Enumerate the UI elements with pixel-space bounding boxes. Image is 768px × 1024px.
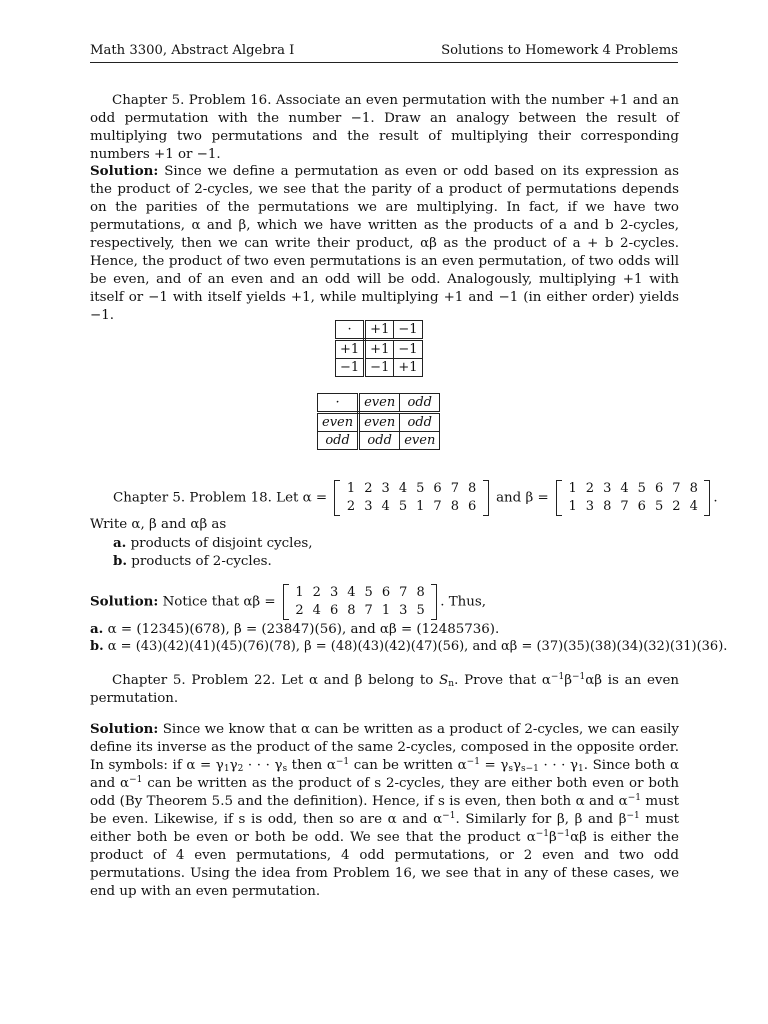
matrix-entry: 5: [637, 481, 646, 496]
matrix-entry: 3: [399, 603, 408, 618]
table-cell: −1: [394, 340, 422, 359]
solution-label: Solution:: [90, 593, 159, 610]
solution-part: −1: [556, 829, 571, 839]
statement-part: Chapter 5. Problem 22. Let α and β belong to: [112, 673, 440, 688]
solution-part: γ: [512, 758, 521, 773]
table-cell: even: [359, 394, 400, 413]
problem-18-statement: [113, 480, 768, 516]
solution-intro-text: Notice that αβ =: [162, 594, 276, 610]
solution-part: can be written α: [349, 758, 467, 773]
table-cell: even: [400, 432, 440, 450]
table-cell: ·: [336, 321, 365, 340]
beta-top-row: [564, 480, 702, 498]
problem-18-solution-intro: [90, 584, 750, 620]
answer-a: [90, 620, 730, 639]
table-cell: ·: [318, 394, 359, 413]
table-cell: −1: [394, 321, 422, 340]
matrix-entry: 2: [312, 585, 321, 600]
matrix-entry: 6: [381, 585, 391, 600]
matrix-entry: 1: [346, 481, 356, 496]
answer-a-text: α = (12345)(678), β = (23847)(56), and αβ = (12485736).: [107, 622, 500, 637]
matrix-entry: 7: [399, 585, 408, 600]
solution-part: · · · γ: [243, 758, 283, 773]
solution-part: −1: [535, 829, 550, 839]
matrix-entry: 4: [398, 481, 408, 496]
beta-matrix: [555, 480, 711, 516]
number-multiplication-table: [335, 320, 423, 377]
table-cell: even: [318, 413, 359, 432]
solution-part: Since we know that α can be written as a product of 2-cycles, we can easily define its inverse as the product of the same 2-cycles, composed in the opposite order. In symbols: if α = γ: [90, 722, 679, 773]
statement-part: −1: [571, 672, 586, 682]
solution-part: · · · γ: [538, 758, 579, 773]
matrix-entry: 5: [416, 603, 425, 618]
problem-18-intro: Chapter 5. Problem 18. Let α =: [113, 490, 328, 506]
item-b: [113, 552, 272, 571]
solution-part: s−1: [521, 764, 539, 774]
and-beta-text: and β =: [496, 490, 549, 506]
matrix-entry: 8: [468, 481, 477, 496]
problem-22-solution: [90, 720, 679, 901]
problem-16-statement: Chapter 5. Problem 16. Associate an even permutation with the number +1 and an odd permutation with the number −1. Draw an analogy between the result of multiplying two permutations and the result of multiplying their corresponding numbers +1 or −1.: [90, 93, 679, 162]
matrix-entry: 1: [416, 499, 425, 514]
alpha-top-row: [342, 480, 480, 498]
write-as-text: Write α, β and αβ as: [90, 517, 227, 532]
solution-part: must either both be even or both be odd. We see that the product α: [90, 812, 680, 845]
matrix-entry: 8: [603, 499, 612, 514]
matrix-entry: 1: [568, 481, 577, 496]
matrix-entry: 2: [672, 499, 681, 514]
matrix-entry: 7: [433, 499, 442, 514]
table-cell: −1: [336, 359, 365, 377]
matrix-entry: 1: [568, 499, 577, 514]
alpha-matrix: [333, 480, 489, 516]
item-a-label: a.: [113, 535, 127, 551]
matrix-entry: 6: [468, 499, 477, 514]
matrix-entry: 4: [620, 481, 629, 496]
matrix-entry: 2: [585, 481, 595, 496]
solution-part: −1: [129, 775, 143, 785]
answer-a-label: a.: [90, 621, 104, 637]
solution-part: s: [508, 764, 513, 774]
matrix-entry: 3: [381, 481, 390, 496]
table-cell: +1: [365, 340, 394, 359]
page-header: [90, 42, 678, 63]
solution-part: −1: [626, 811, 640, 821]
matrix-entry: 8: [347, 603, 356, 618]
solution-part: −1: [466, 757, 480, 767]
alpha-beta-top-row: [291, 584, 429, 602]
matrix-entry: 2: [364, 481, 373, 496]
solution-part: s: [282, 764, 288, 774]
matrix-entry: 7: [620, 499, 629, 514]
matrix-entry: 5: [416, 481, 425, 496]
solution-label: Solution:: [90, 163, 159, 179]
matrix-entry: 5: [398, 499, 408, 514]
table-cell: odd: [359, 432, 400, 450]
table-cell: +1: [394, 359, 422, 377]
alpha-beta-matrix: [282, 584, 438, 620]
matrix-entry: 2: [295, 603, 304, 618]
solution-part: 1: [223, 764, 230, 774]
solution-part: αβ is either the product of 4 even permutations, 4 odd permutations, or 2 even and two odd permutations. Using the idea from Problem 16, we see that in any of these cases, we end up with an even permutation.: [90, 830, 679, 899]
matrix-entry: 3: [585, 499, 595, 514]
document-title: Solutions to Homework 4 Problems: [441, 43, 678, 58]
table-cell: −1: [365, 359, 394, 377]
parity-multiplication-table: [317, 393, 440, 450]
matrix-entry: 2: [346, 499, 356, 514]
solution-part: −1: [627, 793, 641, 803]
table-cell: odd: [400, 394, 440, 413]
matrix-entry: 4: [689, 499, 698, 514]
matrix-entry: 4: [312, 603, 321, 618]
problem-16-solution: [90, 162, 679, 325]
solution-part: −1: [442, 811, 456, 821]
item-b-text: products of 2-cycles.: [131, 554, 272, 569]
answer-b-text: α = (43)(42)(41)(45)(76)(78), β = (48)(43)(42)(47)(56), and αβ = (37)(35)(38)(34)(32)(31)(36).: [107, 639, 728, 654]
solution-part: can be written as the product of s 2-cycles, they are either both even or both odd (By Theorem 5.5 and the definition). Hence, if s is even, then both α and α: [90, 776, 680, 809]
period: .: [713, 490, 718, 506]
table-cell: +1: [365, 321, 394, 340]
matrix-entry: 8: [689, 481, 698, 496]
matrix-entry: 4: [381, 499, 390, 514]
table-cell: +1: [336, 340, 365, 359]
statement-part: S: [439, 673, 449, 688]
alpha-bottom-row: [342, 498, 480, 516]
item-a-text: products of disjoint cycles,: [130, 536, 313, 551]
matrix-entry: 6: [637, 499, 646, 514]
solution-part: must be even. Likewise, if s is odd, then so are α and α: [90, 794, 680, 827]
item-b-label: b.: [113, 553, 128, 569]
table-cell: even: [359, 413, 400, 432]
matrix-entry: 7: [672, 481, 681, 496]
course-title: Math 3300, Abstract Algebra I: [90, 43, 295, 58]
answer-b: [90, 638, 740, 656]
statement-part: β: [564, 673, 572, 688]
item-a: [113, 534, 313, 553]
table-cell: odd: [318, 432, 359, 450]
solution-part: . Since both α and α: [90, 758, 680, 791]
solution-part: = γ: [479, 758, 509, 773]
solution-part: γ: [229, 758, 238, 773]
matrix-entry: 1: [295, 585, 304, 600]
matrix-entry: 5: [364, 585, 373, 600]
solution-part: . Similarly for β, β and β: [455, 812, 627, 827]
solution-part: β: [549, 830, 557, 845]
problem-22-statement: [90, 672, 679, 708]
statement-part: −1: [550, 672, 565, 682]
beta-bottom-row: [564, 498, 702, 516]
solution-part: then α: [287, 758, 336, 773]
matrix-entry: 7: [364, 603, 373, 618]
statement-part: n: [448, 679, 455, 689]
matrix-entry: 8: [450, 499, 459, 514]
solution-label: Solution:: [90, 721, 159, 737]
table-cell: odd: [400, 413, 440, 432]
matrix-entry: 6: [433, 481, 442, 496]
solution-part: −1: [335, 757, 350, 767]
statement-part: αβ is an even permutation.: [90, 673, 680, 706]
solution-part: 1: [578, 764, 584, 774]
matrix-entry: 4: [347, 585, 356, 600]
matrix-entry: 5: [654, 499, 664, 514]
matrix-entry: 3: [329, 585, 339, 600]
solution-part: 2: [237, 764, 244, 774]
solution-text: Since we define a permutation as even or odd based on its expression as the product of 2-cycles, we see that the parity of a product of permutations depends on the parities of the permutations we are multiplying. In fact, if we have two permutations, α and β, which we have written as the products of a and b 2-cycles, respectively, then we can write their product, αβ as the product of a + b 2-cycles. Hence, the product of two even permutations is an even permutation, of two odds will be even, and of an even and an odd will be odd. Analogously, multiplying +1 with itself or −1 with itself yields +1, while multiplying +1 and −1 (in either order) yields −1.: [90, 164, 679, 323]
thus-text: . Thus,: [440, 594, 487, 610]
matrix-entry: 6: [654, 481, 664, 496]
matrix-entry: 6: [329, 603, 339, 618]
answer-b-label: b.: [90, 639, 104, 654]
matrix-entry: 1: [381, 603, 391, 618]
matrix-entry: 3: [603, 481, 612, 496]
statement-part: . Prove that α: [454, 673, 551, 688]
matrix-entry: 8: [416, 585, 425, 600]
matrix-entry: 3: [364, 499, 373, 514]
matrix-entry: 7: [450, 481, 459, 496]
alpha-beta-bottom-row: [291, 602, 429, 620]
